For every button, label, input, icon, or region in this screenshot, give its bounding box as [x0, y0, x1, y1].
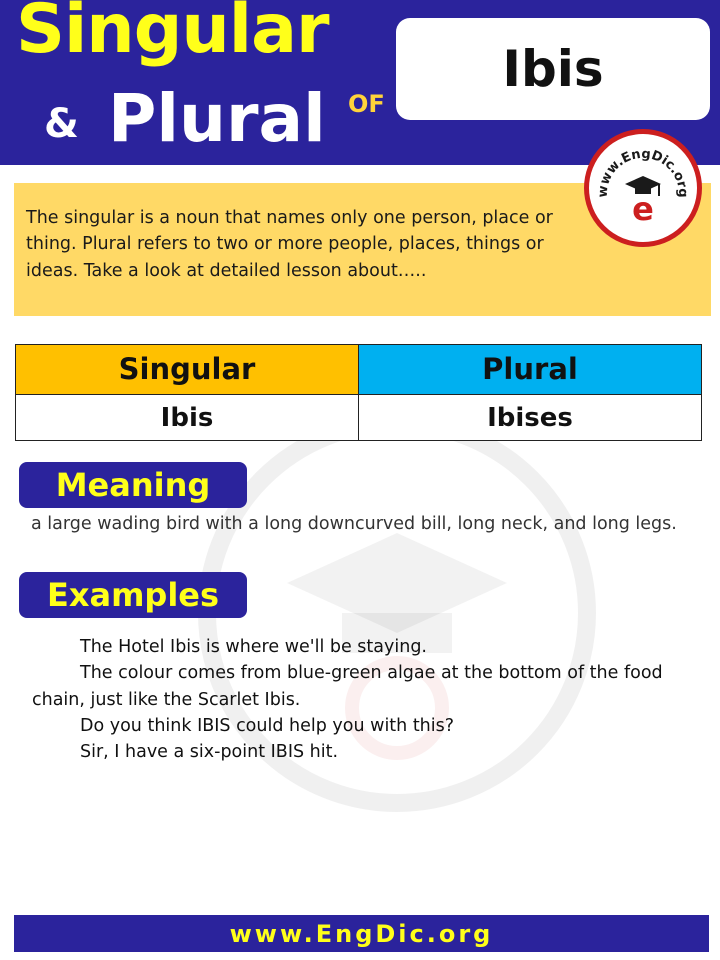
- examples-label: Examples: [19, 572, 247, 618]
- example-item: • Sir, I have a six-point IBIS hit.: [32, 739, 700, 765]
- table-row: [16, 395, 702, 441]
- title-of: OF: [348, 90, 385, 118]
- plural-cell: Ibises: [359, 395, 702, 441]
- singular-header: Singular: [16, 345, 359, 395]
- plural-header: Plural: [359, 345, 702, 395]
- examples-list: [32, 634, 700, 765]
- singular-plural-table: [15, 344, 702, 441]
- title-singular: Singular: [16, 0, 329, 69]
- meaning-label: Meaning: [19, 462, 247, 508]
- engdic-logo: [584, 129, 702, 247]
- logo-url-text: www.EngDic.org: [595, 146, 691, 198]
- footer-bar: [14, 915, 709, 952]
- logo-graphic: [589, 134, 697, 242]
- title-ampersand: &: [44, 101, 79, 147]
- example-item: • Do you think IBIS could help you with this?: [32, 713, 700, 739]
- logo-letter: e: [632, 190, 654, 228]
- singular-cell: Ibis: [16, 395, 359, 441]
- example-item: • The colour comes from blue-green algae at the bottom of the food chain, just like the Scarlet Ibis.: [32, 660, 700, 713]
- intro-text: The singular is a noun that names only one person, place or thing. Plural refers to two or more people, places, things or ideas. Take a look at detailed lesson about…..: [26, 208, 553, 281]
- table-header-row: [16, 345, 702, 395]
- footer-url[interactable]: www.EngDic.org: [229, 919, 494, 948]
- title-plural: Plural: [108, 80, 326, 157]
- example-item: • The Hotel Ibis is where we'll be staying.: [32, 634, 700, 660]
- meaning-text: a large wading bird with a long downcurved bill, long neck, and long legs.: [31, 514, 677, 534]
- word-box: [396, 18, 710, 120]
- word-title: Ibis: [502, 40, 604, 98]
